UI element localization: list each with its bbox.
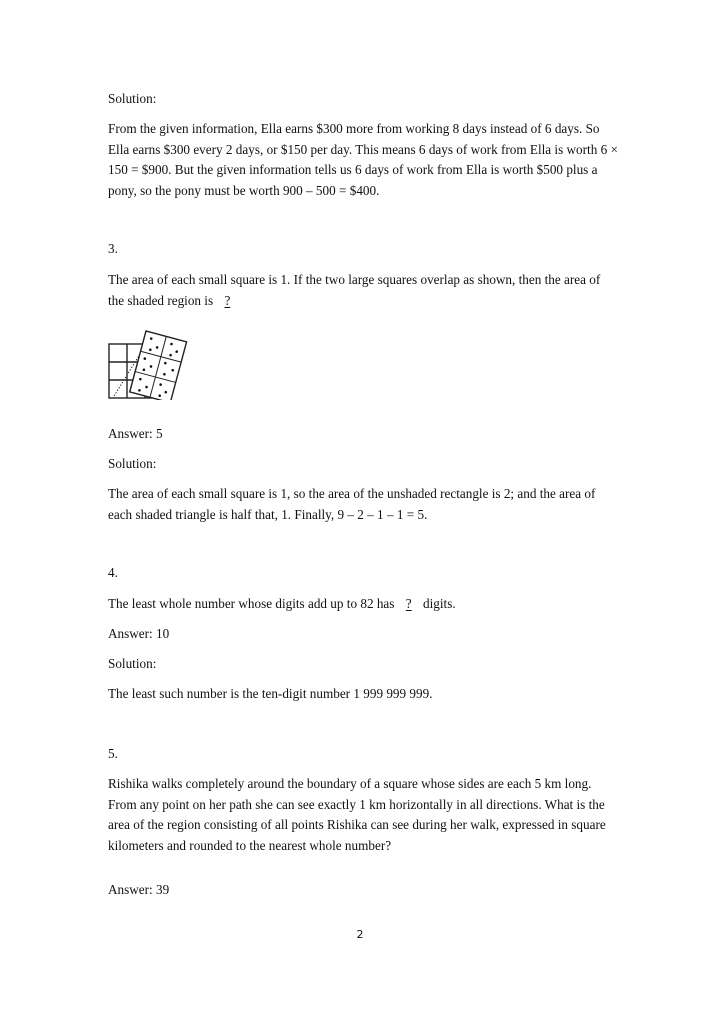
problem-number: 3. [108, 241, 118, 256]
solution-text: The area of each small square is 1, so the area of the unshaded rectangle is 2; and the area of each shaded triangle is half that, 1. Finally, 9 – 2 – 1 – 1 = 5. [108, 486, 596, 522]
answer-text: Answer: 39 [108, 882, 170, 897]
problem-question [108, 594, 618, 615]
question-text: The area of each small square is 1. If the two large squares overlap as shown, then the area of the shaded region is [108, 272, 601, 308]
question-text-end: digits. [423, 596, 456, 611]
solution-label: Solution: [108, 91, 157, 106]
solution-text: The least such number is the ten-digit number 1 999 999 999. [108, 686, 433, 701]
solution-label: Solution: [108, 656, 157, 671]
answer-text: Answer: 5 [108, 426, 163, 441]
solution-label: Solution: [108, 456, 157, 471]
answer-blank: ? [405, 596, 412, 611]
page-number: 2 [356, 928, 364, 941]
problem-question: Rishika walks completely around the boundary of a square whose sides are each 5 km long. From any point on her path she can see exactly 1 km horizontally in all directions. What is the area of the region consisting of all points Rishika can see during her walk, expressed in square kilometers and rounded to the nearest whole number? [108, 776, 606, 853]
answer-blank: ? [224, 292, 231, 308]
problem-number: 4. [108, 565, 118, 580]
problem-question [108, 270, 618, 311]
rotated-square [130, 331, 187, 400]
answer-text: Answer: 10 [108, 626, 170, 641]
solution-text: From the given information, Ella earns $300 more from working 8 days instead of 6 days. So Ella earns $300 every 2 days, or $150 per day. This means 6 days of work from Ella is worth 6 × 150 = $900. But the given information tells us 6 days of work from Ella is worth $500 plus a pony, so the pony must be worth 900 – 500 = $400. [108, 121, 618, 198]
overlapping-squares-figure [108, 328, 194, 400]
problem-number: 5. [108, 746, 118, 761]
question-text: The least whole number whose digits add up to 82 has [108, 596, 395, 611]
